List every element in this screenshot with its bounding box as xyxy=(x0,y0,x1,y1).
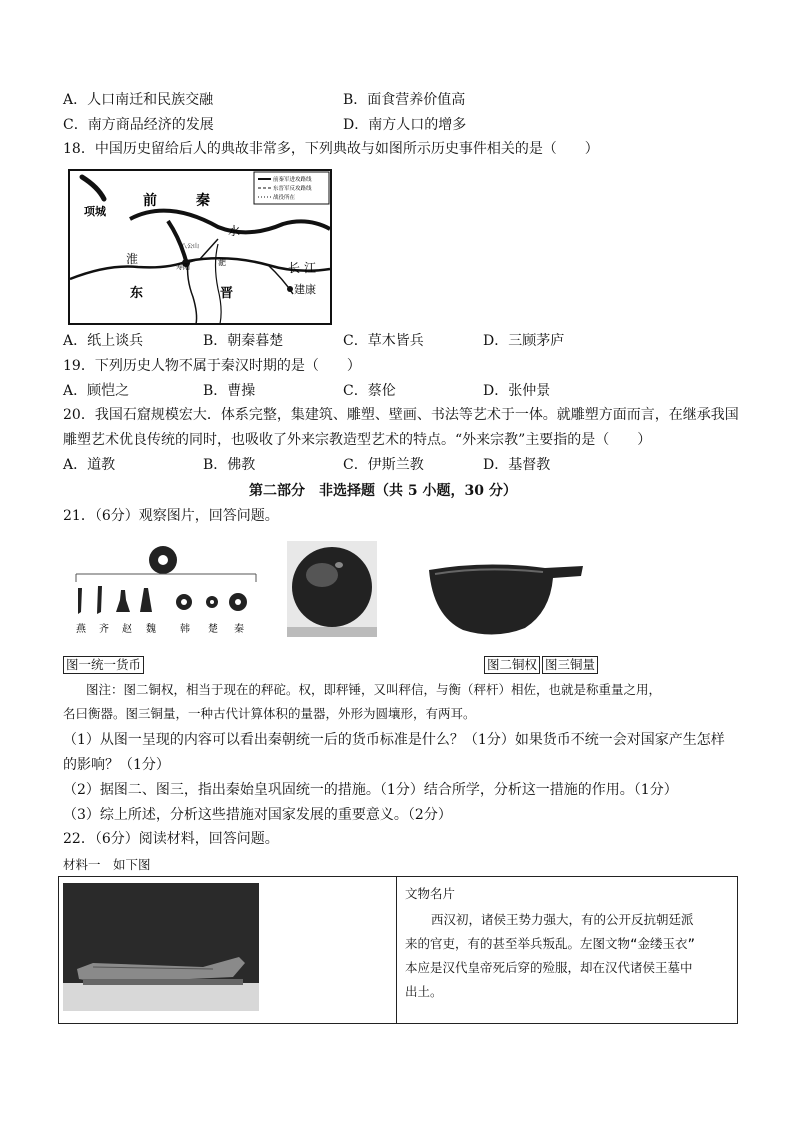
q22-material-label: 材料一 如下图 xyxy=(63,857,151,872)
q18-option-d: D．三顾茅庐 xyxy=(483,333,565,349)
jade-suit-photo xyxy=(63,883,259,1011)
card-line2: 来的官吏，有的甚至举兵叛乱。左图文物“金缕玉衣” xyxy=(405,936,696,951)
q19-option-d: D．张仲景 xyxy=(483,383,551,399)
q18-stem: 18．中国历史留给后人的典故非常多，下列典故与如图所示历史事件相关的是（ ） xyxy=(63,141,599,157)
state-qin: 秦 xyxy=(234,624,244,635)
q17-option-a: A．人口南迁和民族交融 xyxy=(63,92,214,108)
part2-heading: 第二部分 非选择题（共 5 小题，30 分） xyxy=(249,483,517,499)
q18-option-c: C．草木皆兵 xyxy=(343,333,424,349)
map-label-huai: 淮 xyxy=(126,252,139,266)
currency-figure xyxy=(66,540,264,640)
state-zhao: 赵 xyxy=(122,624,132,635)
map-label-qian: 前 xyxy=(143,193,157,209)
caption-figure3: 图三铜量 xyxy=(542,656,598,674)
map-label-jiankang: 建康 xyxy=(294,283,316,296)
q20-stem-line1: 20．我国石窟规模宏大．体系完整，集建筑、雕塑、壁画、书法等艺术于一体。就雕塑方面而言，在继承我国 xyxy=(63,407,739,423)
q17-option-c: C．南方商品经济的发展 xyxy=(63,117,214,133)
map-label-shui: 水 xyxy=(228,224,241,238)
state-chu: 楚 xyxy=(208,624,218,635)
q22-stem: 22．（6分）阅读材料，回答问题。 xyxy=(63,831,279,847)
q18-option-a: A．纸上谈兵 xyxy=(63,333,144,349)
state-yan: 燕 xyxy=(76,624,86,635)
q18-option-b: B．朝秦暮楚 xyxy=(203,333,284,349)
state-qi: 齐 xyxy=(99,624,109,635)
map-label-jin: 晋 xyxy=(220,286,234,301)
q20-option-c: C．伊斯兰教 xyxy=(343,457,424,473)
q20-option-d: D．基督教 xyxy=(483,457,551,473)
q19-stem: 19．下列历史人物不属于秦汉时期的是（ ） xyxy=(63,358,361,374)
q21-figure1-coins xyxy=(66,540,264,640)
map-label-shouyang: 寿阳 xyxy=(176,263,190,271)
state-han: 韩 xyxy=(180,624,190,635)
q21-note-line1: 图注：图二铜权，相当于现在的秤砣。权，即秤锤，又叫秤信，与衡（秤杆）相佐，也就是称重量之用， xyxy=(86,682,662,697)
legend-item-1: 前秦军进攻路线 xyxy=(273,177,312,183)
q19-option-b: B．曹操 xyxy=(203,383,256,399)
material-table xyxy=(58,876,738,1024)
q19-option-c: C．蔡伦 xyxy=(343,383,396,399)
map-label-qin: 秦 xyxy=(196,193,210,209)
map-label-chang: 长 xyxy=(288,261,301,275)
card-line1: 西汉初，诸侯王势力强大，有的公开反抗朝廷派 xyxy=(431,912,694,927)
map-label-fei: 淝 xyxy=(218,258,226,267)
bronze-weight-photo xyxy=(287,541,377,637)
bronze-measure-photo xyxy=(425,552,585,640)
q20-option-a: A．道教 xyxy=(63,457,116,473)
map-label-xiangcheng: 项城 xyxy=(84,205,106,218)
q20-option-b: B．佛教 xyxy=(203,457,256,473)
q17-option-d: D．南方人口的增多 xyxy=(343,117,467,133)
q21-sub2: （2）据图二、图三，指出秦始皇巩固统一的措施。（1分）结合所学，分析这一措施的作用。（1分） xyxy=(63,782,678,798)
battle-map-figure xyxy=(68,169,332,325)
legend-item-2: 东晋军反攻路线 xyxy=(273,186,312,192)
card-line4: 出土。 xyxy=(405,984,443,999)
map-label-bagongshan: 八公山 xyxy=(181,243,200,250)
q21-note-line2: 名曰衡器。图三铜量，一种古代计算体积的量器，外形为圆壤形，有两耳。 xyxy=(63,706,476,721)
q18-map xyxy=(68,169,332,325)
q19-option-a: A．顾恺之 xyxy=(63,383,130,399)
q21-stem: 21．（6分）观察图片，回答问题。 xyxy=(63,508,279,524)
caption-figure2: 图二铜权 xyxy=(484,656,540,674)
q20-stem-line2: 雕塑艺术优良传统的同时，也吸收了外来宗教造型艺术的特点。“外来宗教”主要指的是（ ） xyxy=(63,432,652,448)
state-wei: 魏 xyxy=(146,624,156,635)
q21-figure3-bronze-measure xyxy=(425,552,585,640)
q21-figure2-bronze-weight xyxy=(287,541,377,637)
card-title: 文物名片 xyxy=(405,886,456,901)
legend-item-3: 战役所在 xyxy=(273,195,296,201)
map-label-jiang: 江 xyxy=(304,261,317,275)
q21-sub3: （3）综上所述，分析这些措施对国家发展的重要意义。（2分） xyxy=(63,807,452,823)
caption-figure1: 图一统一货币 xyxy=(63,656,144,674)
map-label-dong: 东 xyxy=(130,286,144,301)
jade-burial-suit-image xyxy=(63,883,259,1011)
q17-option-b: B．面食营养价值高 xyxy=(343,92,466,108)
q21-sub1-line2: 的影响？（1分） xyxy=(63,757,170,773)
q21-sub1-line1: （1）从图一呈现的内容可以看出秦朝统一后的货币标准是什么？（1分）如果货币不统一会对国家产生怎样 xyxy=(63,732,725,748)
card-line3: 本应是汉代皇帝死后穿的殓服，却在汉代诸侯王墓中 xyxy=(405,960,693,975)
